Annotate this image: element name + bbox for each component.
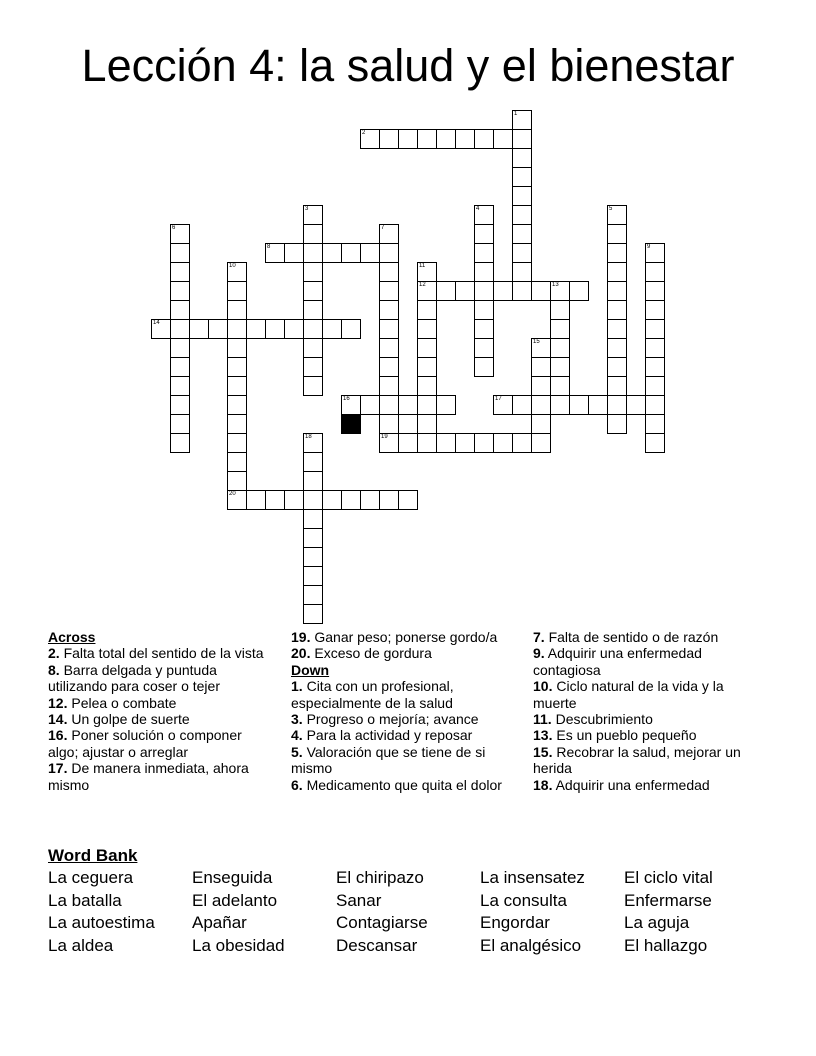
grid-cell[interactable] [474, 357, 494, 377]
grid-cell[interactable] [341, 490, 361, 510]
grid-cell[interactable] [531, 414, 551, 434]
grid-cell[interactable] [379, 281, 399, 301]
grid-cell[interactable] [341, 243, 361, 263]
grid-cell[interactable] [474, 262, 494, 282]
grid-cell[interactable] [227, 452, 247, 472]
clue-number: 3. [291, 711, 303, 728]
clue-text: Adquirir una enfermedad contagiosa [533, 645, 702, 678]
grid-cell[interactable] [607, 338, 627, 358]
page-title: Lección 4: la salud y el bienestar [81, 40, 735, 91]
grid-cell[interactable] [303, 357, 323, 377]
grid-cell[interactable] [474, 129, 494, 149]
grid-cell[interactable] [227, 471, 247, 491]
clue-text: Recobrar la salud, mejorar un herida [533, 743, 741, 777]
clue-text: Ciclo natural de la vida y la muerte [533, 678, 724, 711]
word-bank-item: La insensatez [480, 868, 585, 887]
grid-cell[interactable] [607, 281, 627, 301]
grid-cell[interactable] [303, 376, 323, 396]
clues-column-1 [48, 629, 273, 793]
word-bank-item: El hallazgo [624, 935, 708, 955]
clue-number: 3 [305, 206, 309, 212]
grid-cell[interactable] [303, 281, 323, 301]
grid-cell[interactable] [512, 205, 532, 225]
grid-cell[interactable] [607, 205, 627, 225]
clue-item [533, 744, 768, 777]
grid-cell[interactable] [379, 433, 399, 453]
clue-item [48, 727, 273, 760]
grid-cell[interactable] [417, 414, 437, 434]
clue-number: 14. [48, 711, 68, 728]
grid-cell[interactable] [227, 395, 247, 415]
clue-number: 15 [533, 339, 540, 345]
grid-cell[interactable] [512, 262, 532, 282]
grid-cell[interactable] [170, 395, 190, 415]
clue-number: 14 [153, 320, 160, 326]
clue-number: 19 [381, 434, 388, 440]
clue-text: Medicamento que quita el dolor [302, 776, 502, 793]
clue-text: Falta total del sentido de la vista [59, 645, 264, 662]
grid-cell[interactable] [474, 224, 494, 244]
black-cell [341, 414, 361, 434]
grid-cell[interactable] [512, 110, 532, 130]
word-bank-item: Sanar [336, 890, 382, 910]
clue-number: 10 [229, 263, 236, 269]
grid-cell[interactable] [474, 338, 494, 358]
clue-text: Cita con un profesional, especialmente de la salud [291, 678, 454, 711]
clue-number: 10. [533, 678, 553, 695]
clue-text: Valoración que se tiene de si mismo [291, 743, 486, 777]
grid-cell[interactable] [379, 262, 399, 282]
grid-cell[interactable] [398, 433, 418, 453]
grid-cell[interactable] [303, 433, 323, 453]
grid-cell[interactable] [531, 357, 551, 377]
clue-number: 6. [291, 776, 303, 793]
grid-cell[interactable] [645, 243, 665, 263]
grid-cell[interactable] [284, 243, 304, 263]
clue-number: 12 [419, 282, 426, 288]
grid-cell[interactable] [493, 281, 513, 301]
grid-cell[interactable] [341, 395, 361, 415]
grid-cell[interactable] [607, 319, 627, 339]
word-bank-item: Descansar [336, 935, 418, 955]
grid-cell[interactable] [151, 319, 171, 339]
clue-item [291, 777, 516, 793]
grid-cell[interactable] [360, 395, 380, 415]
grid-cell[interactable] [379, 243, 399, 263]
grid-cell[interactable] [303, 300, 323, 320]
clue-item [291, 629, 516, 645]
clue-item [48, 645, 273, 661]
grid-cell[interactable] [284, 490, 304, 510]
grid-cell[interactable] [417, 376, 437, 396]
clue-number: 11. [533, 711, 552, 728]
grid-cell[interactable] [550, 281, 570, 301]
grid-cell[interactable] [436, 129, 456, 149]
grid-cell[interactable] [303, 528, 323, 548]
grid-cell[interactable] [531, 395, 551, 415]
word-bank-item: La aldea [48, 935, 114, 955]
word-bank-item: El ciclo vital [624, 868, 713, 887]
grid-cell[interactable] [607, 243, 627, 263]
grid-cell[interactable] [417, 433, 437, 453]
clue-number: 7 [381, 225, 385, 231]
clue-item [48, 695, 273, 711]
clue-text: Para la actividad y reposar [302, 727, 473, 744]
grid-cell[interactable] [474, 433, 494, 453]
grid-cell[interactable] [398, 490, 418, 510]
word-bank-item: La aguja [624, 913, 690, 932]
grid-cell[interactable] [303, 604, 323, 624]
clue-text: Adquirir una enfermedad [552, 776, 710, 793]
clue-number: 12. [48, 694, 68, 711]
grid-cell[interactable] [322, 319, 342, 339]
grid-cell[interactable] [227, 433, 247, 453]
grid-cell[interactable] [626, 395, 646, 415]
grid-cell[interactable] [645, 319, 665, 339]
grid-cell[interactable] [645, 300, 665, 320]
clue-number: 6 [172, 225, 176, 231]
down-heading: Down [291, 661, 330, 678]
grid-cell[interactable] [550, 357, 570, 377]
grid-cell[interactable] [303, 205, 323, 225]
grid-cell[interactable] [645, 338, 665, 358]
grid-cell[interactable] [645, 376, 665, 396]
grid-cell[interactable] [645, 357, 665, 377]
grid-cell[interactable] [360, 243, 380, 263]
grid-cell[interactable] [417, 262, 437, 282]
grid-cell[interactable] [170, 414, 190, 434]
grid-cell[interactable] [436, 395, 456, 415]
grid-cell[interactable] [227, 281, 247, 301]
clue-number: 2 [362, 130, 366, 136]
grid-cell[interactable] [246, 490, 266, 510]
grid-cell[interactable] [379, 129, 399, 149]
word-bank-item: Enseguida [192, 868, 273, 887]
grid-cell[interactable] [645, 414, 665, 434]
grid-cell[interactable] [398, 129, 418, 149]
grid-cell[interactable] [417, 319, 437, 339]
word-bank-item: La consulta [480, 890, 567, 910]
clue-number: 1 [514, 111, 518, 117]
grid-cell[interactable] [322, 243, 342, 263]
grid-cell[interactable] [379, 319, 399, 339]
grid-cell[interactable] [170, 281, 190, 301]
grid-cell[interactable] [531, 376, 551, 396]
word-bank-item: La obesidad [192, 935, 285, 955]
grid-cell[interactable] [474, 281, 494, 301]
grid-cell[interactable] [474, 243, 494, 263]
grid-cell[interactable] [170, 433, 190, 453]
grid-cell[interactable] [265, 490, 285, 510]
grid-cell[interactable] [379, 395, 399, 415]
grid-cell[interactable] [493, 129, 513, 149]
clue-number: 13. [533, 727, 553, 744]
clue-text: Falta de sentido o de razón [544, 629, 719, 645]
grid-cell[interactable] [512, 167, 532, 187]
word-bank-item: Contagiarse [336, 913, 428, 932]
word-bank-item: Engordar [480, 913, 550, 932]
grid-cell[interactable] [303, 452, 323, 472]
grid-cell[interactable] [379, 414, 399, 434]
clue-text: Pelea o combate [67, 694, 177, 711]
word-bank-item: El adelanto [192, 890, 278, 910]
grid-cell[interactable] [645, 395, 665, 415]
clue-number: 13 [552, 282, 559, 288]
grid-cell[interactable] [227, 490, 247, 510]
clue-number: 8 [267, 244, 271, 250]
clue-number: 9 [647, 244, 651, 250]
grid-cell[interactable] [645, 262, 665, 282]
grid-cell[interactable] [208, 319, 228, 339]
clue-text: Un golpe de suerte [67, 711, 190, 728]
grid-cell[interactable] [265, 243, 285, 263]
grid-cell[interactable] [417, 338, 437, 358]
grid-cell[interactable] [607, 395, 627, 415]
grid-cell[interactable] [493, 395, 513, 415]
grid-cell[interactable] [303, 243, 323, 263]
grid-cell[interactable] [512, 129, 532, 149]
clue-text: Barra delgada y puntuda utilizando para coser o tejer [48, 661, 220, 695]
clue-number: 18. [533, 776, 553, 793]
clue-number: 8. [48, 661, 60, 678]
grid-cell[interactable] [379, 224, 399, 244]
clue-number: 18 [305, 434, 312, 440]
clue-number: 5. [291, 743, 303, 760]
grid-cell[interactable] [550, 338, 570, 358]
clue-item [291, 744, 516, 777]
grid-cell[interactable] [379, 376, 399, 396]
grid-cell[interactable] [436, 433, 456, 453]
grid-cell[interactable] [303, 319, 323, 339]
grid-cell[interactable] [607, 376, 627, 396]
grid-cell[interactable] [303, 585, 323, 605]
grid-cell[interactable] [227, 376, 247, 396]
grid-cell[interactable] [645, 281, 665, 301]
clue-item [533, 777, 768, 793]
clues-column-3 [533, 629, 768, 793]
clue-item [48, 760, 273, 793]
clue-item [533, 711, 768, 727]
grid-cell[interactable] [379, 300, 399, 320]
grid-cell[interactable] [436, 281, 456, 301]
clue-number: 1. [291, 678, 303, 695]
grid-cell[interactable] [607, 414, 627, 434]
clue-number: 4 [476, 206, 480, 212]
clue-number: 16. [48, 727, 68, 744]
grid-cell[interactable] [607, 300, 627, 320]
grid-cell[interactable] [569, 281, 589, 301]
grid-cell[interactable] [189, 319, 209, 339]
grid-cell[interactable] [512, 224, 532, 244]
grid-cell[interactable] [569, 395, 589, 415]
clue-number: 17. [48, 760, 68, 777]
clue-text: Exceso de gordura [310, 645, 432, 662]
clue-number: 7. [533, 629, 545, 645]
grid-cell[interactable] [246, 319, 266, 339]
clue-text: Progreso o mejoría; avance [302, 711, 479, 728]
grid-cell[interactable] [550, 319, 570, 339]
grid-cell[interactable] [417, 129, 437, 149]
grid-cell[interactable] [607, 262, 627, 282]
grid-cell[interactable] [170, 376, 190, 396]
grid-cell[interactable] [227, 357, 247, 377]
clue-number: 2. [48, 645, 60, 662]
grid-cell[interactable] [493, 433, 513, 453]
grid-cell[interactable] [303, 471, 323, 491]
grid-cell[interactable] [455, 129, 475, 149]
grid-cell[interactable] [474, 300, 494, 320]
grid-cell[interactable] [645, 433, 665, 453]
grid-cell[interactable] [227, 338, 247, 358]
clue-item [291, 711, 516, 727]
word-bank-item: Apañar [192, 913, 247, 932]
grid-cell[interactable] [284, 319, 304, 339]
grid-cell[interactable] [398, 395, 418, 415]
clue-number: 20. [291, 645, 311, 662]
clue-number: 4. [291, 727, 303, 744]
grid-cell[interactable] [265, 319, 285, 339]
grid-cell[interactable] [379, 490, 399, 510]
clue-number: 5 [609, 206, 613, 212]
grid-cell[interactable] [360, 129, 380, 149]
grid-cell[interactable] [531, 433, 551, 453]
grid-cell[interactable] [170, 224, 190, 244]
grid-cell[interactable] [417, 281, 437, 301]
grid-cell[interactable] [512, 186, 532, 206]
clue-item [533, 727, 768, 743]
word-bank-item: La ceguera [48, 868, 134, 887]
clue-item [533, 629, 768, 645]
grid-cell[interactable] [512, 433, 532, 453]
grid-cell[interactable] [607, 224, 627, 244]
clue-item [533, 645, 768, 678]
grid-cell[interactable] [303, 224, 323, 244]
grid-cell[interactable] [512, 281, 532, 301]
grid-cell[interactable] [607, 357, 627, 377]
clue-number: 19. [291, 629, 311, 645]
grid-cell[interactable] [322, 490, 342, 510]
grid-cell[interactable] [303, 490, 323, 510]
clue-text: Ganar peso; ponerse gordo/a [310, 629, 498, 645]
grid-cell[interactable] [303, 509, 323, 529]
grid-cell[interactable] [170, 319, 190, 339]
clue-item [48, 662, 273, 695]
grid-cell[interactable] [379, 357, 399, 377]
clue-number: 20 [229, 491, 236, 497]
grid-cell[interactable] [227, 414, 247, 434]
grid-cell[interactable] [512, 395, 532, 415]
grid-cell[interactable] [379, 338, 399, 358]
grid-cell[interactable] [170, 357, 190, 377]
grid-cell[interactable] [227, 319, 247, 339]
clue-number: 17 [495, 396, 502, 402]
clue-item [291, 645, 516, 661]
grid-cell[interactable] [303, 338, 323, 358]
grid-cell[interactable] [531, 281, 551, 301]
grid-cell[interactable] [170, 300, 190, 320]
across-heading: Across [48, 629, 96, 645]
clue-item [291, 727, 516, 743]
grid-cell[interactable] [417, 300, 437, 320]
clue-item [533, 678, 768, 711]
grid-cell[interactable] [531, 338, 551, 358]
grid-cell[interactable] [588, 395, 608, 415]
grid-cell[interactable] [455, 433, 475, 453]
clue-text: De manera inmediata, ahora mismo [48, 760, 249, 793]
grid-cell[interactable] [550, 376, 570, 396]
grid-cell[interactable] [474, 205, 494, 225]
clue-number: 16 [343, 396, 350, 402]
clue-number: 9. [533, 645, 545, 662]
grid-cell[interactable] [170, 243, 190, 263]
grid-cell[interactable] [512, 148, 532, 168]
clue-text: Poner solución o componer algo; ajustar o arreglar [48, 727, 242, 760]
grid-cell[interactable] [550, 395, 570, 415]
clue-number: 11 [419, 263, 426, 269]
word-bank-title: Word Bank [48, 846, 138, 865]
grid-cell[interactable] [417, 357, 437, 377]
grid-cell[interactable] [360, 490, 380, 510]
grid-cell[interactable] [341, 319, 361, 339]
clues-column-2 [291, 629, 516, 793]
clue-item [48, 711, 273, 727]
grid-cell[interactable] [474, 319, 494, 339]
grid-cell[interactable] [227, 300, 247, 320]
word-bank-item: Enfermarse [624, 890, 712, 910]
grid-cell[interactable] [303, 566, 323, 586]
grid-cell[interactable] [550, 300, 570, 320]
grid-cell[interactable] [303, 547, 323, 567]
grid-cell[interactable] [455, 281, 475, 301]
clue-item [291, 678, 516, 711]
word-bank-item: La batalla [48, 890, 122, 910]
grid-cell[interactable] [512, 243, 532, 263]
word-bank-item: El chiripazo [336, 868, 424, 887]
grid-cell[interactable] [170, 338, 190, 358]
clue-number: 15. [533, 743, 553, 760]
grid-cell[interactable] [417, 395, 437, 415]
clue-text: Descubrimiento [551, 711, 653, 728]
grid-cell[interactable] [227, 262, 247, 282]
grid-cell[interactable] [170, 262, 190, 282]
grid-cell[interactable] [303, 262, 323, 282]
word-bank-item: La autoestima [48, 913, 155, 932]
clue-text: Es un pueblo pequeño [552, 727, 697, 744]
word-bank-item: El analgésico [480, 935, 582, 955]
